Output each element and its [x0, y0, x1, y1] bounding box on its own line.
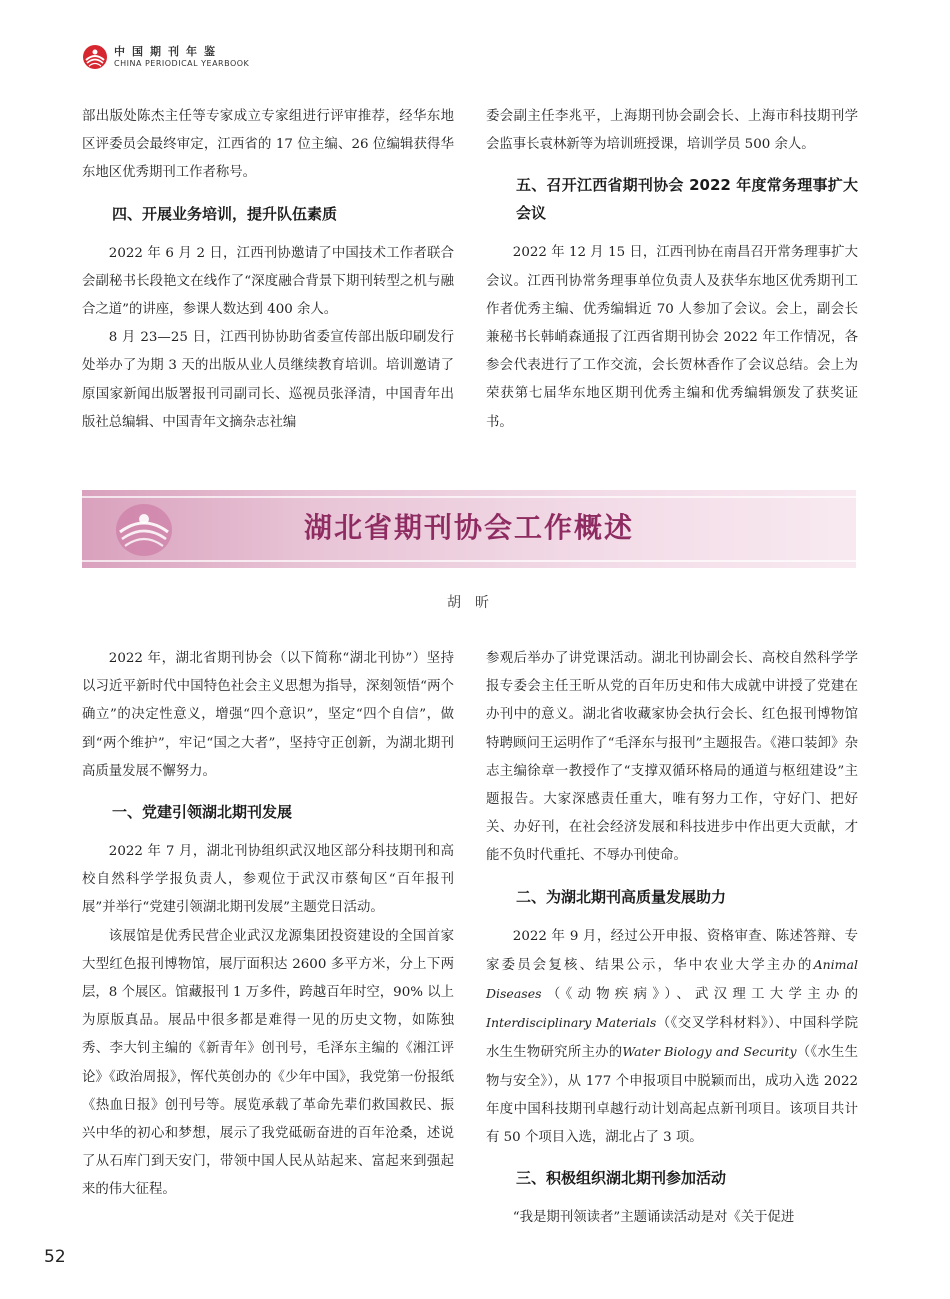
paragraph: 部出版处陈杰主任等专家成立专家组进行评审推荐，经华东地区评委员会最终审定，江西省的 17 位主编、26 位编辑获得华东地区优秀期刊工作者称号。: [82, 109, 454, 181]
section-heading: 四、开展业务培训，提升队伍素质: [112, 204, 338, 223]
paragraph: “我是期刊领读者”主题诵读活动是对《关于促进: [512, 1210, 795, 1226]
paragraph: [486, 923, 858, 1153]
paragraph: 2022 年 12 月 15 日，江西刊协在南昌召开常务理事扩大会议。江西刊协常务理事单位负责人及获华东地区优秀期刊工作者优秀主编、优秀编辑近 70 人参加了会议。会上，副会长兼秘书长韩峭森通报了江西省期刊协会 2022 年工作情况，各参会代表进行了工作交流，会长贺林香作了会议总结。会上为荣获第七届华东地区期刊优秀主编和优秀编辑颁发了获奖证书。: [486, 245, 858, 430]
journal-name-en: Interdisciplinary Materials: [486, 1015, 657, 1031]
bottom-left-column: [82, 645, 454, 1205]
yearbook-logo-icon: [82, 44, 108, 70]
paragraph: 2022 年 7 月，湖北刊协组织武汉地区部分科技期刊和高校自然科学学报负责人，参观位于武汉市蔡甸区“百年报刊展”并举行“党建引领湖北期刊发展”主题党日活动。: [82, 844, 454, 916]
article-title-banner: [82, 490, 856, 568]
text-run: （《交叉学科材料》）、中国科学院水生生物研究所主办的: [486, 1016, 858, 1061]
section-heading: 五、召开江西省期刊协会 2022 年度常务理事扩大会议: [516, 176, 858, 223]
journal-name-en: Water Biology and Security: [622, 1044, 797, 1060]
top-right-column: [486, 103, 858, 437]
top-left-column: [82, 103, 454, 437]
header-title-en: CHINA PERIODICAL YEARBOOK: [114, 59, 250, 68]
header-title-cn: 中国期刊年鉴: [114, 45, 222, 58]
paragraph: 该展馆是优秀民营企业武汉龙源集团投资建设的全国首家大型红色报刊博物馆，展厅面积达 2600 多平方米，分上下两层，8 个展区。馆藏报刊 1 万多件，跨越百年时空，90% 以上为原版真品。展品中很多都是难得一见的历史文物，如陈独秀、李大钊主编的《新青年》创刊号，毛泽东主编的《湘江评论》《政治周报》，恽代英创办的《少年中国》，我党第一份报纸《热血日报》创刊号等。展览承载了革命先辈们救国救民、振兴中华的初心和梦想，展示了我党砥砺奋进的百年沧桑，述说了从石库门到天安门，带领中国人民从站起来、富起来到强起来的伟大征程。: [82, 928, 454, 1198]
paragraph: 2022 年，湖北省期刊协会（以下简称“湖北刊协”）坚持以习近平新时代中国特色社会主义思想为指导，深刻领悟“两个确立”的决定性意义，增强“四个意识”，坚定“四个自信”，做到“两个维护”，牢记“国之大者”，坚持守正创新，为湖北期刊高质量发展不懈努力。: [82, 651, 454, 779]
bottom-right-column: [486, 645, 858, 1232]
paragraph: 委会副主任李兆平，上海期刊协会副会长、上海市科技期刊学会监事长袁林新等为培训班授课，培训学员 500 余人。: [486, 109, 858, 153]
journal-name-en: Animal Diseases: [486, 956, 858, 1002]
author-name: 胡昕: [447, 595, 503, 611]
paragraph: 8 月 23—25 日，江西刊协协助省委宣传部出版印刷发行处举办了为期 3 天的出版从业人员继续教育培训。培训邀请了原国家新闻出版署报刊司副司长、巡视员张泽清，中国青年出版社总编辑、中国青年文摘杂志社编: [82, 330, 454, 430]
page-number: 52: [44, 1247, 66, 1267]
section-heading: 一、党建引领湖北期刊发展: [112, 803, 293, 822]
article-title: 湖北省期刊协会工作概述: [303, 511, 634, 544]
paragraph: 参观后举办了讲党课活动。湖北刊协副会长、高校自然科学学报专委会主任王昕从党的百年历史和伟大成就中讲授了党建在办刊中的意义。湖北省收藏家协会执行会长、红色报刊博物馆特聘顾问王运明作了“毛泽东与报刊”主题报告。《港口装卸》杂志主编徐章一教授作了“支撑双循环格局的通道与枢纽建设”主题报告。大家深感责任重大，唯有努力工作，守好门、把好关、办好刊，在社会经济发展和科技进步中作出更大贡献，才能不负时代重托、不辱办刊使命。: [486, 651, 858, 864]
paragraph: 2022 年 6 月 2 日，江西刊协邀请了中国技术工作者联合会副秘书长段艳文在线作了“深度融合背景下期刊转型之机与融合之道”的讲座，参课人数达到 400 余人。: [82, 245, 454, 318]
text-run: （《水生生物与安全》），从 177 个申报项目中脱颖而出，成功入选 2022 年度中国科技期刊卓越行动计划高起点新刊项目。该项目共计有 50 个项目入选，湖北占了 3 项。: [486, 1045, 858, 1146]
page-header: [82, 42, 249, 72]
section-heading: 二、为湖北期刊高质量发展助力: [516, 887, 727, 906]
section-heading: 三、积极组织湖北期刊参加活动: [516, 1169, 727, 1188]
text-run: 2022 年 9 月，经过公开申报、资格审查、陈述答辩、专家委员会复核、结果公示，华中农业大学主办的: [486, 928, 858, 973]
text-run: （《动物疾病》）、武汉理工大学主办的: [541, 987, 858, 1003]
